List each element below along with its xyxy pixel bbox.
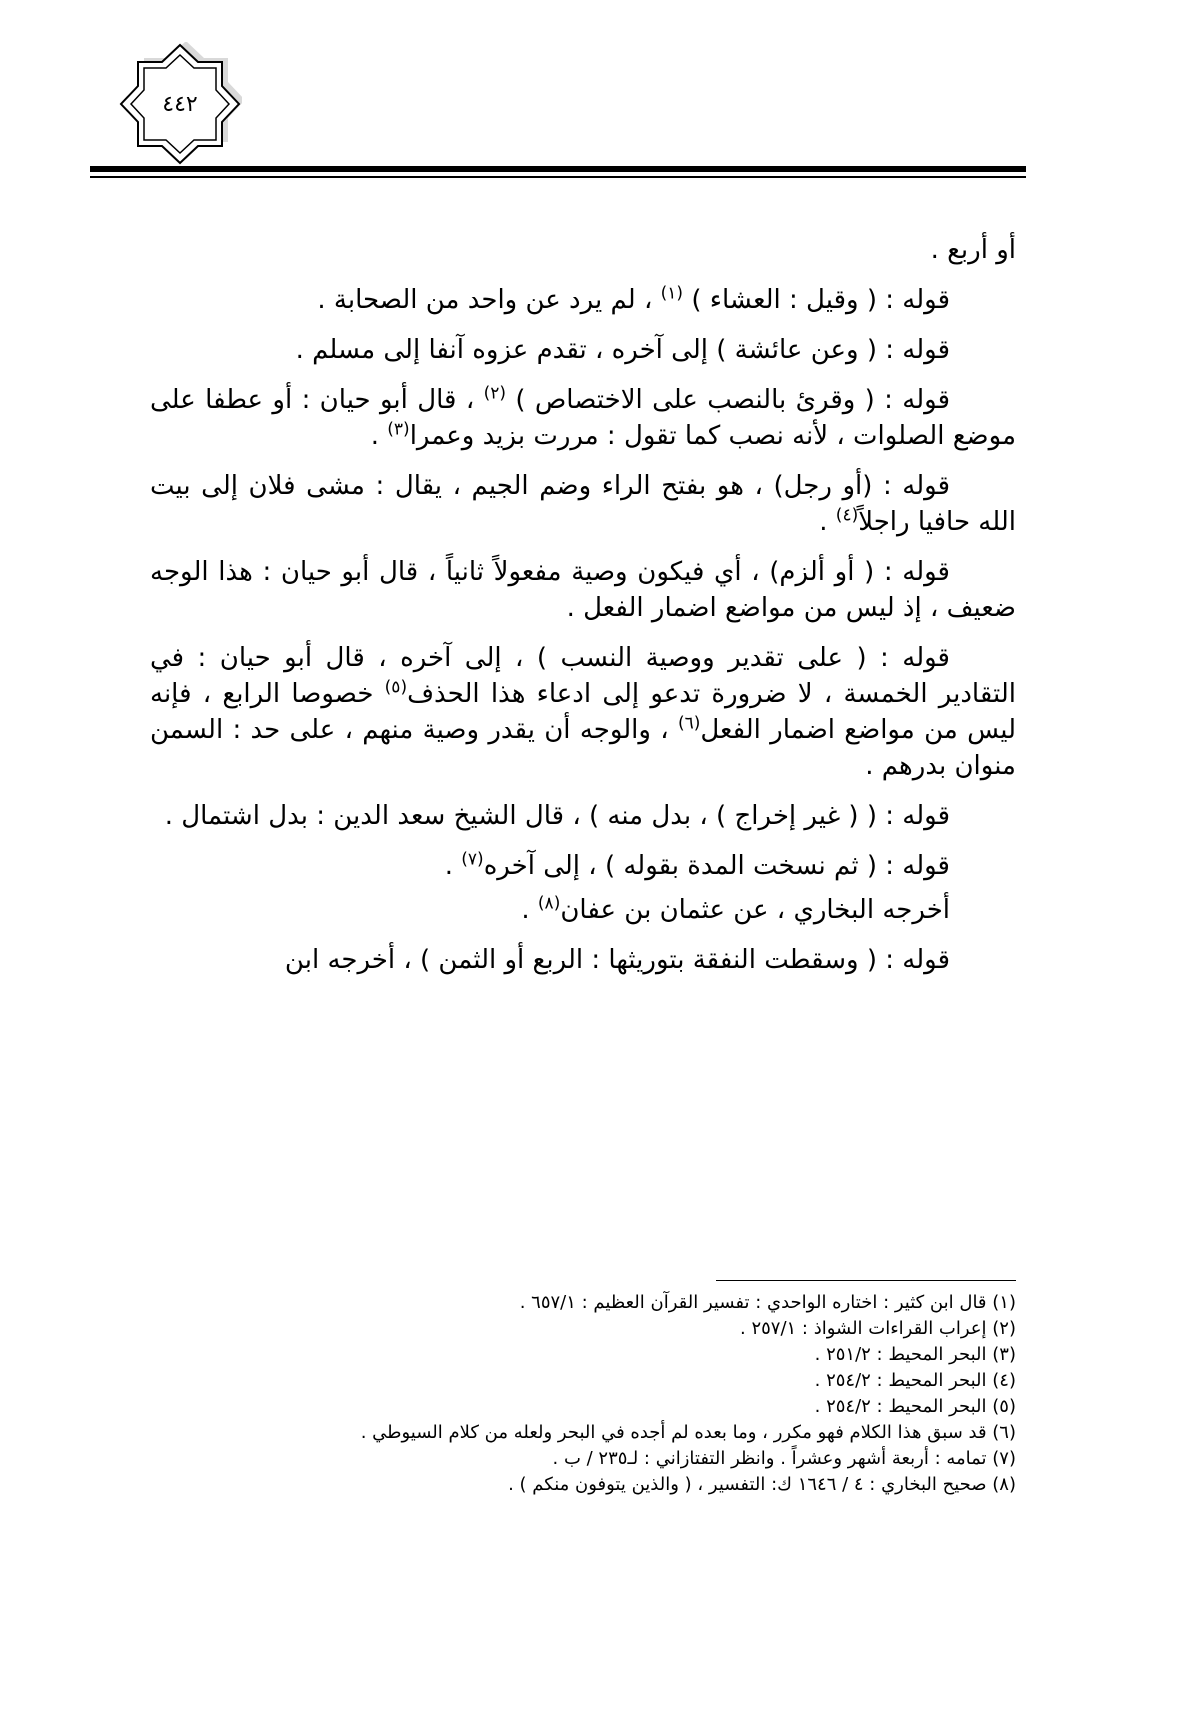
paragraph (150, 942, 1016, 978)
paragraph-text: ، قال أبو حيان : أو عطفا على موضع الصلوات ، لأنه نصب كما تقول : مررت بزيد وعمرا (150, 385, 1016, 451)
paragraph (150, 798, 1016, 834)
paragraph (150, 282, 1016, 318)
paragraph-text: ، لم يرد عن واحد من الصحابة . (317, 285, 661, 315)
page-number: ٤٤٢ (162, 91, 198, 117)
header-rule-thin (90, 176, 1026, 178)
paragraph-text: قوله : ( وقيل : العشاء ) (683, 285, 950, 315)
paragraph (150, 848, 1016, 884)
footnote-item: (٥) البحر المحيط : ٢٥٤/٢ . (814, 1396, 1016, 1417)
paragraph-text: . (819, 507, 836, 537)
paragraph (150, 554, 1016, 626)
paragraph-text: ، والوجه أن يقدر وصية منهم ، على حد : السمن منوان بدرهم . (150, 715, 1016, 781)
paragraph (150, 468, 1016, 540)
footnote-item: (٢) إعراب القراءات الشواذ : ٢٥٧/١ . (739, 1318, 1016, 1339)
paragraph-text: قوله : ( وسقطت النفقة بتوريثها : الربع أو الثمن ) ، أخرجه ابن (284, 945, 950, 975)
paragraph-text: أخرجه البخاري ، عن عثمان بن عفان (560, 895, 950, 925)
paragraph-text: . (370, 421, 388, 451)
paragraph (150, 232, 1016, 268)
footnote-reference: (١) (660, 283, 684, 304)
footnote-item: (١) قال ابن كثير : اختاره الواحدي : تفسير القرآن العظيم : ٦٥٧/١ . (519, 1292, 1016, 1313)
footnote-item: (٨) صحيح البخاري : ٤ / ١٦٤٦ ك: التفسير ، ( والذين يتوفون منكم ) . (508, 1474, 1016, 1495)
paragraph (150, 332, 1016, 368)
paragraph-text: قوله : ( وعن عائشة ) إلى آخره ، تقدم عزوه آنفا إلى مسلم . (295, 335, 950, 365)
footnote-reference: (٣) (387, 419, 410, 440)
footnote-reference: (٦) (677, 713, 701, 734)
footnotes (150, 1290, 1016, 1498)
footnote-item: (٣) البحر المحيط : ٢٥١/٢ . (814, 1344, 1016, 1365)
paragraph-text: . (444, 851, 462, 881)
paragraph-text: قوله : ( ثم نسخت المدة بقوله ) ، إلى آخره (483, 851, 950, 881)
page-number-badge (118, 42, 242, 166)
paragraph-text: قوله : (أو رجل) ، هو بفتح الراء وضم الجيم ، يقال : مشى فلان إلى بيت الله حافيا راجلاً (150, 471, 1016, 537)
footnote-reference: (٧) (461, 849, 484, 870)
footnote-reference: (٥) (384, 677, 408, 698)
footnote-separator (716, 1280, 1016, 1281)
paragraph-text: . (521, 895, 538, 925)
paragraph-text: أو أربع . (930, 235, 1016, 265)
footnote-item: (٧) تمامه : أربعة أشهر وعشراً . وانظر التفتازاني : لـ٢٣٥ / ب . (552, 1448, 1016, 1469)
paragraph-text: قوله : ( ( غير إخراج ) ، بدل منه ) ، قال الشيخ سعد الدين : بدل اشتمال . (164, 801, 950, 831)
footnote-reference: (٨) (537, 893, 561, 914)
footnote-reference: (٢) (483, 383, 507, 404)
paragraph-text: قوله : ( وقرئ بالنصب على الاختصاص ) (506, 385, 951, 415)
main-text (150, 232, 1016, 978)
paragraph-text: قوله : ( أو ألزم) ، أي فيكون وصية مفعولاً ثانياً ، قال أبو حيان : هذا الوجه ضعيف ، إذ ليس من مواضع اضمار الفعل . (150, 557, 1016, 623)
paragraph (150, 382, 1016, 454)
footnote-item: (٤) البحر المحيط : ٢٥٤/٢ . (814, 1370, 1016, 1391)
footnote-item: (٦) قد سبق هذا الكلام فهو مكرر ، وما بعده لم أجده في البحر ولعله من كلام السيوطي . (360, 1422, 1016, 1443)
footnote-reference: (٤) (835, 505, 859, 526)
header-rule (90, 166, 1026, 172)
paragraph-text: خصوصا الرابع ، فإنه ليس من مواضع اضمار الفعل (150, 679, 1016, 745)
paragraph (150, 892, 1016, 928)
paragraph (150, 640, 1016, 784)
paragraph-text: قوله : ( على تقدير ووصية النسب ) ، إلى آخره ، قال أبو حيان : في التقادير الخمسة ، لا ضرورة تدعو إلى ادعاء هذا الحذف (150, 643, 1016, 709)
